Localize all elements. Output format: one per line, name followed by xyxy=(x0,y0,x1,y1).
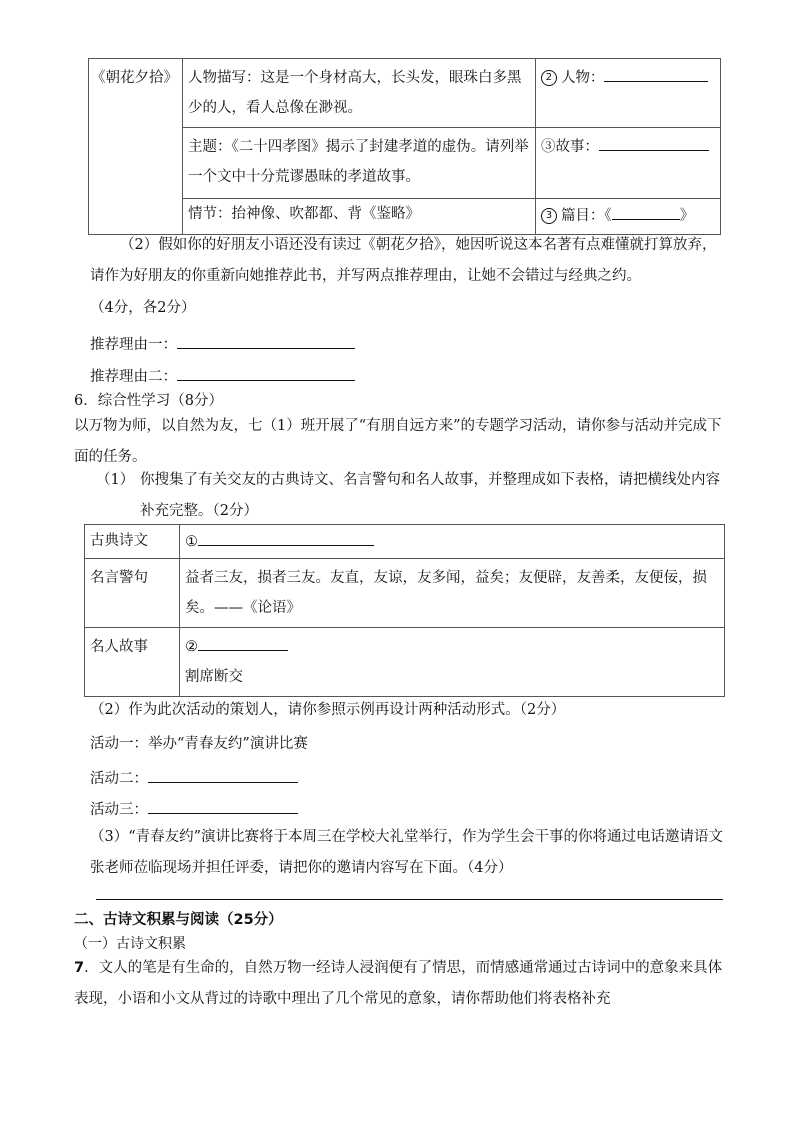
book-title: 《朝花夕拾》 xyxy=(91,70,178,86)
circled-number: 2 xyxy=(541,70,557,86)
activity-three-blank[interactable] xyxy=(148,797,298,814)
activity-two-label: 活动二： xyxy=(90,771,148,787)
friend-table xyxy=(84,524,725,697)
friend-content-cell xyxy=(180,525,725,559)
poem-blank[interactable] xyxy=(198,529,374,546)
activity-three-label: 活动三： xyxy=(90,802,148,818)
book-table xyxy=(88,58,721,235)
q6-sub3: （3）“青春友约”演讲比赛将于本周三在学校大礼堂举行，作为学生会干事的你将通过电话邀请语文张老师莅临现场并担任评委，请把你的邀请内容写在下面。（4分） xyxy=(90,829,724,876)
ask-label: 篇目：《 xyxy=(560,208,612,224)
friend-content-2: 割席断交 xyxy=(185,669,243,685)
book-ask-cell xyxy=(535,128,720,199)
answer-blank[interactable] xyxy=(612,203,680,220)
section2-title: 二、古诗文积累与阅读（25分） xyxy=(74,912,283,928)
row-content: 人物描写：这是一个身材高大，长头发，眼珠白多黑少的人，看人总像在渺视。 xyxy=(188,70,522,116)
activity-two xyxy=(90,766,298,789)
q6-title: 6．综合性学习（8分） xyxy=(74,393,223,409)
row-content: 主题：《二十四孝图》揭示了封建孝道的虚伪。请列举一个文中十分荒谬愚昧的孝道故事。 xyxy=(188,139,529,185)
reason-two xyxy=(90,364,355,387)
q6-sub1: 你搜集了有关交友的古典诗文、名言警句和名人故事，并整理成如下表格，请把横线处内容补充完整。（2分） xyxy=(140,472,720,519)
answer-line[interactable] xyxy=(96,899,723,900)
book-title-cell xyxy=(89,59,183,235)
friend-content-cell xyxy=(180,628,725,697)
q5-2-text: （2）假如你的好朋友小语还没有读过《朝花夕拾》，她因听说这本名著有点难懂就打算放弃，请作为好朋友的你重新向她推荐此书，并写两点推荐理由，让她不会错过与经典之约。 xyxy=(90,237,717,284)
friend-label: 名言警句 xyxy=(90,570,148,586)
book-content-cell xyxy=(183,128,536,199)
friend-label: 名人故事 xyxy=(90,639,148,655)
circled-number: ③ xyxy=(540,139,556,155)
reason-two-label: 推荐理由二： xyxy=(90,369,177,385)
q7-text xyxy=(74,953,726,1015)
reason-one xyxy=(90,332,355,355)
friend-content-cell xyxy=(180,559,725,628)
friend-label-cell xyxy=(85,525,180,559)
q7-number: 7 xyxy=(74,960,85,976)
q6-sub1-num: （1） xyxy=(96,472,135,488)
ask-label: 人物： xyxy=(560,70,605,86)
friend-label-cell xyxy=(85,559,180,628)
row-content: 情节：抬神像、吹都都、背《鉴略》 xyxy=(188,206,421,222)
answer-blank[interactable] xyxy=(604,65,708,82)
q7-body: ．文人的笔是有生命的，自然万物一经诗人浸润便有了情思，而情感通常通过古诗词中的意象来具体表现，小语和小文从背过的诗歌中理出了几个常见的意象，请你帮助他们将表格补充 xyxy=(74,960,723,1007)
activity-one: 活动一：举办“青春友约”演讲比赛 xyxy=(90,736,308,752)
book-ask-cell xyxy=(535,59,720,128)
q5-2-score: （4分，各2分） xyxy=(90,300,196,316)
reason-two-blank[interactable] xyxy=(177,364,355,381)
q6-sub2: （2）作为此次活动的策划人，请你参照示例再设计两种活动形式。（2分） xyxy=(90,702,566,718)
reason-one-blank[interactable] xyxy=(177,332,355,349)
answer-blank[interactable] xyxy=(599,134,709,151)
story-blank[interactable] xyxy=(198,634,288,651)
friend-label-cell xyxy=(85,628,180,697)
section2-sub: （一）古诗文积累 xyxy=(74,936,186,952)
friend-label: 古典诗文 xyxy=(90,533,148,549)
ask-end: 》 xyxy=(679,208,695,224)
activity-two-blank[interactable] xyxy=(148,766,298,783)
q6-intro: 以万物为师，以自然为友，七（1）班开展了“有朋自远方来”的专题学习活动，请你参与活动并完成下面的任务。 xyxy=(74,418,722,465)
friend-content: ② xyxy=(185,639,198,655)
ask-label: 故事： xyxy=(555,139,599,155)
activity-three xyxy=(90,797,298,820)
book-content-cell xyxy=(183,59,536,128)
circled-number: 3 xyxy=(541,208,557,224)
friend-content: 益者三友，损者三友。友直，友谅，友多闻，益矣；友便辟，友善柔，友便佞，损矣。——《论语》 xyxy=(185,570,707,616)
reason-one-label: 推荐理由一： xyxy=(90,337,177,353)
friend-content: ① xyxy=(185,534,198,550)
